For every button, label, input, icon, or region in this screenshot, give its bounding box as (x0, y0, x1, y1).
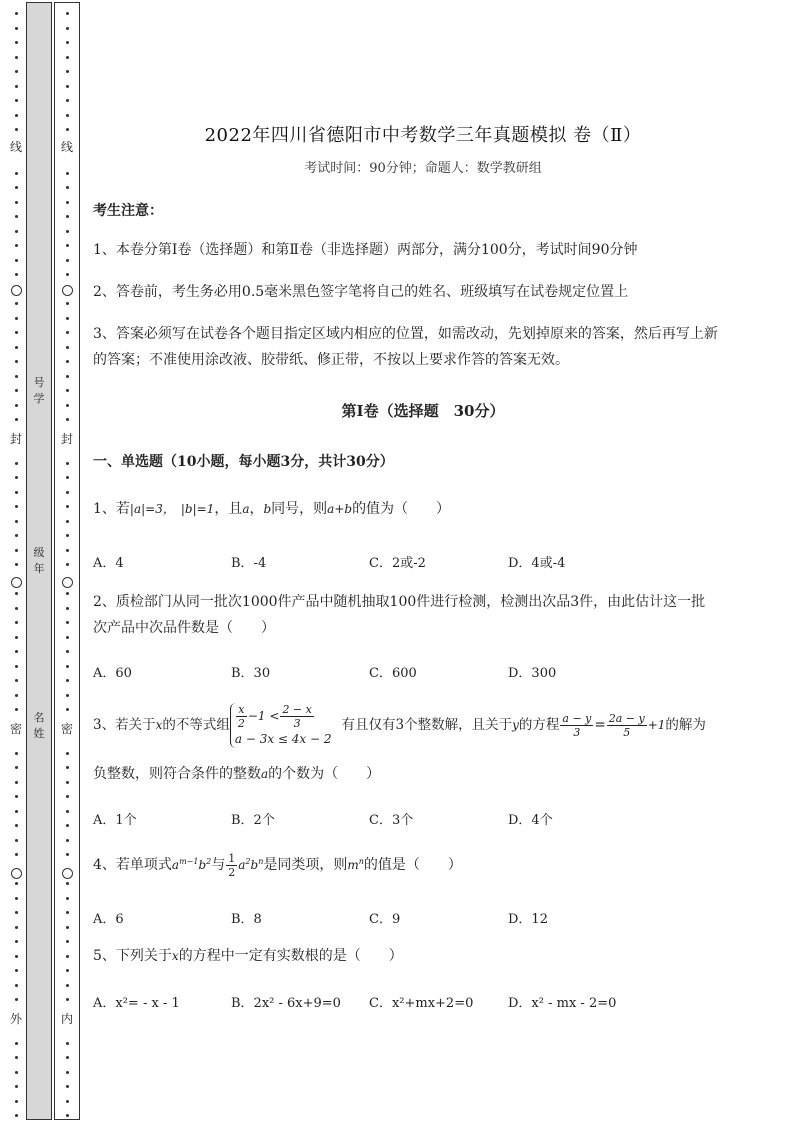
cut-dot (15, 853, 18, 856)
cut-dot (66, 476, 69, 479)
q4-m1-b: b (198, 858, 207, 872)
cut-dot (15, 56, 18, 59)
question-4 (93, 849, 462, 879)
cut-dot (66, 375, 69, 378)
cut-dot (66, 607, 69, 610)
q1-a-abs: |a|=3， (129, 502, 175, 516)
cut-dot (66, 1114, 69, 1117)
q3-line-2 (93, 761, 380, 787)
q4-option-a: A．6 (93, 912, 124, 927)
cut-dot (66, 505, 69, 508)
cut-dot (66, 259, 69, 262)
cut-dot (15, 752, 18, 755)
cut-dot (15, 1056, 18, 1059)
q5-x: x (171, 949, 179, 963)
q3-line2-pre: 负整数，则符合条件的整数 (93, 766, 261, 782)
cut-dot (15, 926, 18, 929)
cut-dot (66, 128, 69, 131)
q4-option-d: D．12 (508, 912, 548, 927)
class-label: 级 年 (33, 546, 45, 575)
q4-post1: 是同类项，则 (263, 857, 348, 873)
cut-dot (15, 839, 18, 842)
cut-dot (15, 360, 18, 363)
cut-dot (66, 810, 69, 813)
cut-dot (66, 882, 69, 885)
q1-same: 同号，则 (271, 501, 328, 517)
cut-dot (66, 665, 69, 668)
q4-mn: m (347, 858, 359, 872)
cut-dot (15, 418, 18, 421)
cut-dot (66, 404, 69, 407)
q3-x: x (155, 718, 163, 732)
cut-dot (15, 621, 18, 624)
q4-frac-num: 1 (228, 851, 236, 865)
cut-dot (15, 230, 18, 233)
cut-circle (62, 868, 73, 879)
q4-m2: a (238, 858, 246, 872)
q1-pre: 1、若 (93, 501, 130, 517)
cut-dot (66, 969, 69, 972)
cut-dot (15, 114, 18, 117)
cut-dot (15, 563, 18, 566)
cut-line-word: 内 (60, 1012, 73, 1026)
q5-option-c: C．x²+mx+2=0 (369, 996, 474, 1011)
cut-dot (15, 404, 18, 407)
cut-dot (15, 520, 18, 523)
cut-dot (66, 708, 69, 711)
cut-circle (62, 577, 73, 588)
cut-dot (66, 172, 69, 175)
q4-m2-sup: 2 (245, 857, 251, 866)
cut-dot (15, 607, 18, 610)
cut-dot (66, 27, 69, 30)
cut-dot (66, 56, 69, 59)
q1-sum: a+b (327, 502, 353, 516)
cut-dot (66, 70, 69, 73)
cut-dot (15, 1114, 18, 1117)
cut-dot (15, 215, 18, 218)
cut-dot (15, 491, 18, 494)
cut-dot (66, 621, 69, 624)
q1-mid: ，且 (214, 501, 243, 517)
name-label: 名 姓 (33, 711, 45, 740)
page-title: 2022年四川省德阳市中考数学三年真题模拟 卷（Ⅱ） (204, 125, 642, 146)
question-2 (93, 589, 705, 641)
cut-dot (66, 230, 69, 233)
q4-post2: 的值是（ ） (363, 857, 462, 873)
cut-dot (15, 346, 18, 349)
notice-item-1: 1、本卷分第Ⅰ卷（选择题）和第Ⅱ卷（非选择题）两部分，满分100分，考试时间90分钟 (93, 242, 638, 258)
cut-line-word: 外 (9, 1012, 22, 1026)
q5-pre: 5、下列关于 (93, 948, 172, 964)
cut-dot (15, 795, 18, 798)
q1-b: b (263, 502, 272, 516)
cut-dot (66, 520, 69, 523)
q4-option-c: C．9 (369, 912, 401, 927)
cut-dot (66, 795, 69, 798)
cut-dot (66, 114, 69, 117)
cut-dot (15, 955, 18, 958)
cut-dot (66, 926, 69, 929)
cut-dot (66, 766, 69, 769)
cut-dot (15, 911, 18, 914)
cut-dot (15, 317, 18, 320)
q3-option-d: D．4个 (508, 813, 553, 828)
q3-sys1-mid: −1 < (247, 709, 280, 723)
q3-mid1: 的不等式组 (162, 717, 230, 733)
q1-option-c: C．2或-2 (369, 556, 426, 571)
q3-mid3: 的方程 (518, 717, 560, 733)
q4-mid: 与 (211, 857, 226, 873)
cut-dot (66, 998, 69, 1001)
cut-dot (15, 201, 18, 204)
cut-dot (66, 650, 69, 653)
student-id-label: 号 学 (33, 376, 45, 405)
q3-option-a: A．1个 (93, 813, 137, 828)
q5-post: 的方程中一定有实数根的是（ ） (178, 948, 403, 964)
cut-dot (15, 824, 18, 827)
cut-dot (15, 592, 18, 595)
q4-m1-sup: m−1 (179, 857, 199, 866)
cut-line-word: 封 (9, 432, 22, 446)
cut-dot (66, 215, 69, 218)
q3-option-b: B．2个 (231, 813, 275, 828)
q3-y: y (512, 718, 519, 732)
question-1 (93, 496, 450, 522)
cut-dot (15, 462, 18, 465)
cut-circle (11, 868, 22, 879)
cut-dot (15, 505, 18, 508)
q3-pre: 3、若关于 (93, 717, 156, 733)
q3-eq-equals: = (594, 717, 606, 733)
cut-dot (66, 389, 69, 392)
cut-dot (15, 882, 18, 885)
cut-circle (11, 577, 22, 588)
q3-frac1-num: x (236, 703, 247, 717)
q5-option-b: B．2x² - 6x+9=0 (231, 996, 341, 1011)
cut-dot (15, 375, 18, 378)
cut-dot (66, 592, 69, 595)
cut-dot (66, 186, 69, 189)
notice-item-3: 3、答案必须写在试卷各个题目指定区域内相应的位置，如需改动，先划掉原来的答案，然后再写上新 (93, 326, 718, 342)
cut-dot (66, 897, 69, 900)
q3-inequality-system (230, 703, 332, 748)
q1-b-abs: |b|=1 (180, 502, 215, 516)
q1-option-a: A．4 (93, 556, 124, 571)
cut-dot (15, 12, 18, 15)
q3-post: 的解为 (665, 717, 706, 733)
cut-dot (66, 955, 69, 958)
cut-dot (15, 636, 18, 639)
q3-frac1-den: 2 (237, 717, 245, 730)
q2-option-b: B．30 (231, 666, 271, 681)
cut-line-word: 线 (9, 140, 22, 154)
question-5 (93, 943, 403, 969)
cut-line-word: 封 (60, 432, 73, 446)
cut-dot (15, 969, 18, 972)
question-3 (93, 703, 706, 748)
cut-dot (15, 85, 18, 88)
q4-m1-bsup: 2 (206, 857, 212, 866)
q4-m2-b: b (250, 858, 259, 872)
cut-dot (66, 911, 69, 914)
cut-dot (66, 1056, 69, 1059)
cut-dot (66, 1085, 69, 1088)
cut-dot (66, 549, 69, 552)
q1-comma: ， (249, 501, 264, 517)
q3-mid2: 有且仅有3个整数解，且关于 (341, 717, 513, 733)
q2-option-c: C．600 (369, 666, 417, 681)
q2-option-a: A．60 (93, 666, 132, 681)
part-heading: 一、单选题（10小题，每小题3分，共计30分） (93, 454, 394, 470)
q1-option-d: D．4或-4 (508, 556, 566, 571)
q3-line2-post: 的个数为（ ） (268, 766, 381, 782)
cut-dot (15, 1042, 18, 1045)
cut-dot (15, 331, 18, 334)
q4-m1: a (171, 858, 180, 872)
cut-dot (15, 186, 18, 189)
cut-line-word: 线 (60, 140, 73, 154)
cut-dot (66, 563, 69, 566)
cut-dot (15, 940, 18, 943)
cut-dot (15, 810, 18, 813)
cut-dot (66, 824, 69, 827)
q1-a: a (242, 502, 250, 516)
cut-dot (66, 940, 69, 943)
cut-dot (66, 781, 69, 784)
exam-info: 考试时间：90分钟；命题人：数学教研组 (304, 161, 542, 176)
notice-heading: 考生注意： (93, 203, 163, 219)
cut-dot (15, 99, 18, 102)
cut-dot (15, 476, 18, 479)
cut-dot (15, 41, 18, 44)
q4-pre: 4、若单项式 (93, 857, 172, 873)
cut-dot (15, 766, 18, 769)
q4-m2-bsup: n (258, 857, 264, 866)
cut-line-word: 密 (60, 722, 73, 736)
q4-mn-sup: n (358, 857, 364, 866)
q3-eq-tail: +1 (647, 718, 666, 732)
cut-dot (15, 1071, 18, 1074)
cut-dot (15, 679, 18, 682)
cut-dot (66, 12, 69, 15)
cut-dot (15, 27, 18, 30)
q5-option-d: D．x² - mx - 2=0 (508, 996, 617, 1011)
cut-dot (66, 85, 69, 88)
q3-eq-den1: 3 (573, 726, 581, 739)
cut-dot (15, 998, 18, 1001)
cut-dot (15, 259, 18, 262)
cut-dot (66, 694, 69, 697)
cut-dot (15, 781, 18, 784)
notice-item-3-cont: 的答案；不准使用涂改液、胶带纸、修正带，不按以上要求作答的答案无效。 (93, 352, 569, 368)
q3-eq-num2: 2a − y (608, 712, 645, 725)
cut-dot (15, 70, 18, 73)
cut-dot (66, 99, 69, 102)
q3-frac2-den: 3 (293, 717, 301, 730)
cut-dot (15, 650, 18, 653)
q2-option-d: D．300 (508, 666, 557, 681)
cut-dot (66, 41, 69, 44)
cut-dot (15, 665, 18, 668)
cut-dot (66, 462, 69, 465)
cut-dot (15, 549, 18, 552)
inner-cut-line (59, 0, 75, 1123)
outer-cut-line (8, 0, 24, 1123)
cut-dot (15, 984, 18, 987)
cut-dot (66, 984, 69, 987)
q3-option-c: C．3个 (369, 813, 414, 828)
q3-line2-a: a (261, 767, 269, 781)
q3-sys2: a − 3x ≤ 4x − 2 (234, 732, 332, 746)
q4-option-b: B．8 (231, 912, 262, 927)
q2-line-2: 次产品中次品件数是（ ） (93, 620, 275, 636)
q5-option-a: A．x²= - x - 1 (93, 996, 180, 1011)
cut-dot (66, 839, 69, 842)
notice-item-2: 2、答卷前，考生务必用0.5毫米黑色签字笔将自己的姓名、班级填写在试卷规定位置上 (93, 284, 629, 300)
cut-dot (66, 534, 69, 537)
cut-dot (15, 1085, 18, 1088)
q1-post: 的值为（ ） (352, 501, 451, 517)
cut-dot (66, 752, 69, 755)
q2-line-1: 2、质检部门从同一批次1000件产品中随机抽取100件进行检测，检测出次品3件，由此估计这一批 (93, 594, 706, 610)
cut-dot (66, 317, 69, 320)
cut-dot (66, 1071, 69, 1074)
q4-frac-den: 2 (228, 865, 236, 879)
cut-dot (66, 636, 69, 639)
cut-dot (15, 273, 18, 276)
cut-dot (15, 389, 18, 392)
section-title: 第Ⅰ卷（选择题 30分） (341, 402, 505, 420)
cut-dot (66, 302, 69, 305)
cut-dot (66, 201, 69, 204)
cut-dot (15, 897, 18, 900)
binding-margin (0, 0, 84, 1123)
cut-dot (66, 331, 69, 334)
cut-line-word: 密 (9, 722, 22, 736)
cut-dot (66, 273, 69, 276)
cut-dot (66, 418, 69, 421)
cut-dot (15, 302, 18, 305)
q3-eq-num1: a − y (562, 712, 592, 725)
cut-dot (15, 128, 18, 131)
cut-dot (66, 360, 69, 363)
cut-dot (66, 346, 69, 349)
cut-dot (66, 244, 69, 247)
cut-dot (15, 244, 18, 247)
cut-circle (11, 285, 22, 296)
cut-dot (15, 172, 18, 175)
cut-dot (15, 534, 18, 537)
cut-dot (15, 694, 18, 697)
cut-dot (15, 1100, 18, 1103)
cut-dot (66, 1100, 69, 1103)
cut-dot (66, 679, 69, 682)
q1-option-b: B．-4 (231, 556, 267, 571)
q3-eq-den2: 5 (623, 726, 631, 739)
cut-dot (66, 853, 69, 856)
q3-frac2-num: 2 − x (282, 703, 312, 716)
cut-dot (15, 708, 18, 711)
cut-dot (66, 491, 69, 494)
cut-dot (66, 1042, 69, 1045)
cut-circle (62, 285, 73, 296)
